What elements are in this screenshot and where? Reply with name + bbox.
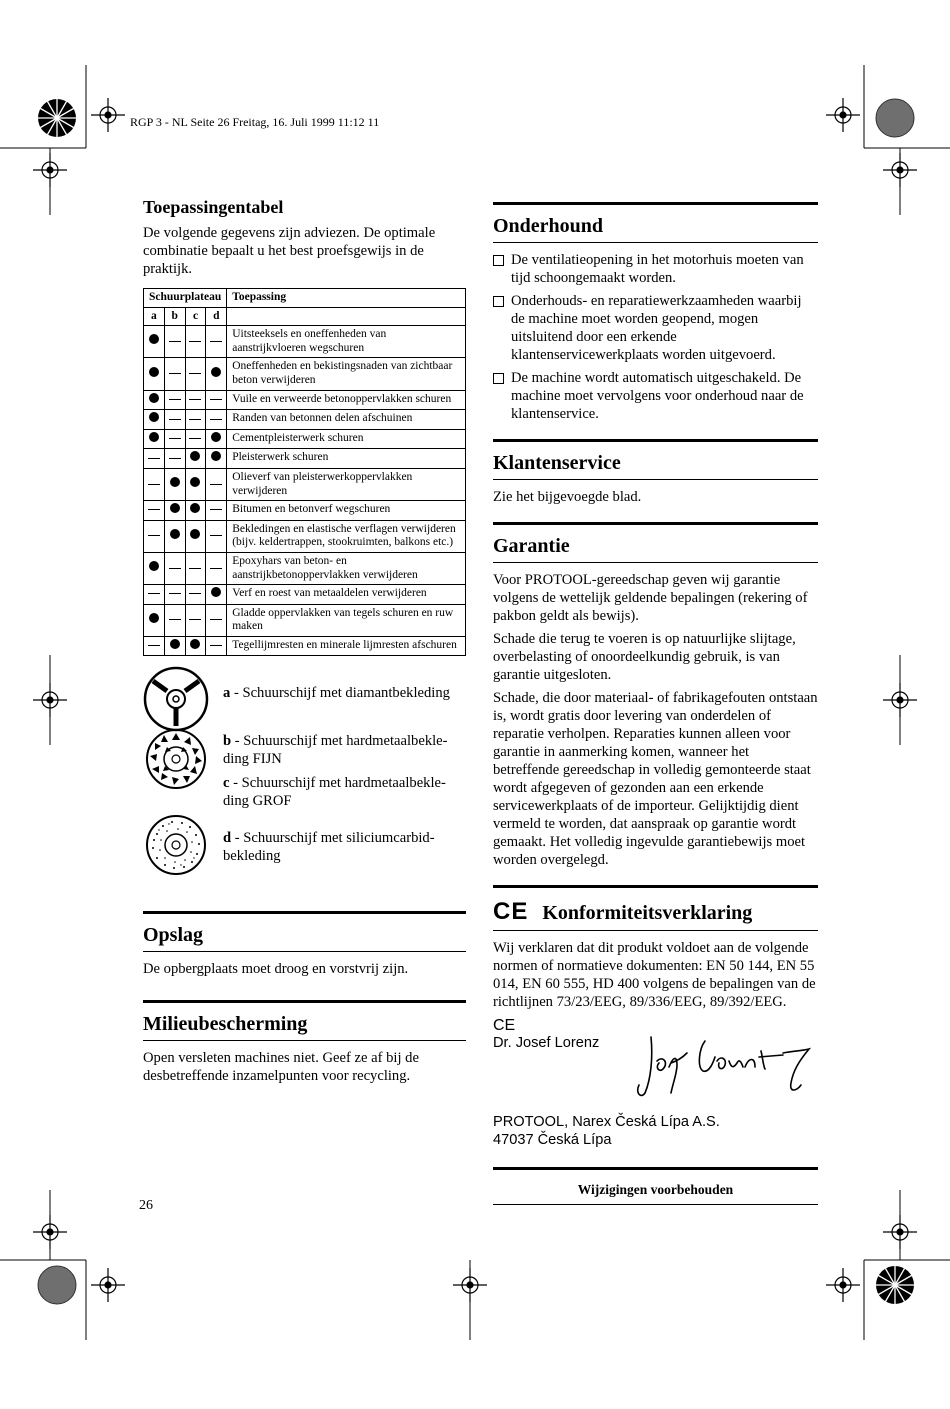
table-subheader-b: b [164,307,185,326]
table-cell-marker [164,390,185,410]
dash-icon [148,484,160,485]
table-cell-marker [164,410,185,430]
dash-icon [189,568,201,569]
table-row [144,326,466,358]
table-cell-marker [144,520,165,552]
warranty-paragraph: Schade die terug te voeren is op natuurlijke slijtage, overbelasting of onoordeelkundig gebruik, is van garantie uitgesloten. [493,631,796,683]
table-subheader-d: d [206,307,227,326]
storage-title: Opslag [143,914,466,952]
filled-dot-icon [149,367,159,377]
maintenance-item [493,292,818,364]
print-slug: RGP 3 - NL Seite 26 Freitag, 16. Juli 1999 11:12 11 [130,115,380,129]
dash-icon [210,484,222,485]
table-cell-use: Bitumen en betonverf wegschuren [227,501,466,521]
carbide-disc-icon [145,728,207,790]
table-cell-marker [144,449,165,469]
table-cell-use: Gladde oppervlakken van tegels schuren en ruw maken [227,604,466,636]
table-cell-marker [185,326,206,358]
dash-icon [189,419,201,420]
table-cell-marker [144,501,165,521]
table-cell-marker [206,520,227,552]
dash-icon [210,419,222,420]
table-cell-marker [206,636,227,656]
customer-service-title: Klantenservice [493,442,818,480]
table-cell-marker [164,449,185,469]
table-cell-use: Bekledingen en elastische verflagen verwijderen (bijv. keldertrappen, stookruimten, balkons etc.) [227,520,466,552]
table-cell-marker [206,585,227,605]
table-row [144,636,466,656]
checkbox-bullet-icon [493,255,504,266]
company-name: PROTOOL, Narex Česká Lípa A.S. [493,1114,720,1130]
table-cell-use: Vuile en verweerde betonoppervlakken schuren [227,390,466,410]
legend-b [223,732,466,768]
filled-dot-icon [149,412,159,422]
filled-dot-icon [190,529,200,539]
table-cell-marker [164,520,185,552]
table-cell-use: Randen van betonnen delen afschuinen [227,410,466,430]
filled-dot-icon [170,503,180,513]
filled-dot-icon [149,613,159,623]
dash-icon [210,535,222,536]
dash-icon [210,645,222,646]
right-column [493,202,818,1205]
filled-dot-icon [170,639,180,649]
table-cell-use: Cementpleisterwerk schuren [227,429,466,449]
footer-note [493,1167,818,1205]
dash-icon [210,568,222,569]
dash-icon [210,619,222,620]
left-column [143,197,466,1085]
conformity-text: Wij verklaren dat dit produkt voldoet aan de volgende normen of normatieve dokumenten: EN 50 144, EN 55 014, EN 60 555, HD 400 volgens de bepalingen van de richtlijnen 73/23/EEG, 89/336/EEG, 89/392/EEG. [493,940,816,1010]
filled-dot-icon [211,367,221,377]
filled-dot-icon [211,432,221,442]
storage-text: De opbergplaats moet droog en vorstvrij zijn. [143,961,409,978]
table-header-plate: Schuurplateau [144,289,227,308]
table-cell-marker [164,585,185,605]
table-cell-marker [185,501,206,521]
table-cell-marker [185,520,206,552]
table-row [144,410,466,430]
handwritten-signature [633,1027,818,1105]
legend-c [223,774,466,810]
table-row [144,449,466,469]
table-cell-marker [206,552,227,584]
dash-icon [148,593,160,594]
table-cell-marker [185,552,206,584]
table-row [144,390,466,410]
filled-dot-icon [149,334,159,344]
table-row [144,358,466,390]
table-section-title: Toepassingentabel [143,197,284,217]
table-row [144,429,466,449]
table-cell-marker [144,390,165,410]
warranty-title: Garantie [493,525,818,563]
table-row [144,604,466,636]
warranty-paragraph: Voor PROTOOL-gereedschap geven wij garantie volgens de wettelijk geldende bepalingen (rekering of pakbon geldt als bewijs). [493,572,808,624]
table-cell-marker [164,604,185,636]
maintenance-item-text: De machine wordt automatisch uitgeschakeld. De machine moet vervolgens voor onderhoud naar de klantenservice. [511,370,804,422]
table-cell-marker [144,358,165,390]
ce-mark-small-icon: CE [493,1017,516,1034]
filled-dot-icon [190,451,200,461]
filled-dot-icon [149,432,159,442]
conformity-heading [493,888,818,931]
legend-a-text: - Schuurschijf met diamantbekleding [230,685,450,702]
maintenance-item-text: De ventilatieopening in het motorhuis moeten van tijd schoongemaakt worden. [511,252,804,286]
table-cell-marker [206,501,227,521]
table-cell-marker [185,468,206,500]
table-cell-marker [185,410,206,430]
dash-icon [169,373,181,374]
legend-d [223,829,466,865]
dash-icon [189,341,201,342]
maintenance-item [493,251,818,287]
signature-block [493,1035,818,1113]
silicon-carbide-disc-icon [145,814,207,876]
filled-dot-icon [190,477,200,487]
table-cell-marker [144,585,165,605]
table-cell-use: Tegellijmresten en minerale lijmresten afschuren [227,636,466,656]
table-subheader-a: a [144,307,165,326]
table-row [144,585,466,605]
dash-icon [169,438,181,439]
table-cell-marker [144,468,165,500]
conformity-title: Konformiteitsverklaring [542,902,753,924]
table-cell-marker [206,410,227,430]
table-cell-marker [144,604,165,636]
table-cell-marker [144,636,165,656]
footer-note-text: Wijzigingen voorbehouden [577,1182,734,1197]
table-cell-marker [206,449,227,469]
table-cell-marker [185,429,206,449]
environment-text: Open versleten machines niet. Geef ze af bij de desbetreffende inzamelpunten voor recycling. [143,1050,419,1085]
maintenance-title: Onderhound [493,205,818,243]
dash-icon [148,509,160,510]
table-cell-marker [185,390,206,410]
filled-dot-icon [211,587,221,597]
table-row [144,552,466,584]
warranty-section [493,522,818,869]
table-cell-marker [185,358,206,390]
dash-icon [169,619,181,620]
legend-c-text: - Schuurschijf met hardmetaalbekle-ding GROF [223,775,446,810]
table-cell-marker [164,358,185,390]
dash-icon [148,535,160,536]
conformity-section [493,885,818,1149]
table-cell-marker [206,604,227,636]
table-body [144,326,466,656]
table-row [144,520,466,552]
table-cell-use: Epoxyhars van beton- en aanstrijkbetonoppervlakken verwijderen [227,552,466,584]
table-cell-marker [144,410,165,430]
table-cell-marker [206,468,227,500]
dash-icon [148,645,160,646]
dash-icon [169,399,181,400]
signer-name: Dr. Josef Lorenz [493,1035,600,1051]
table-subheader-c: c [185,307,206,326]
customer-service-section [493,439,818,506]
environment-title: Milieubescherming [143,1003,466,1041]
dash-icon [169,593,181,594]
filled-dot-icon [170,529,180,539]
legend-c-key: c [223,775,230,792]
table-cell-use: Verf en roest van metaaldelen verwijderen [227,585,466,605]
dash-icon [189,399,201,400]
checkbox-bullet-icon [493,373,504,384]
company-address: 47037 Česká Lípa [493,1132,612,1148]
table-cell-use: Pleisterwerk schuren [227,449,466,469]
table-cell-marker [206,326,227,358]
dash-icon [210,341,222,342]
table-cell-marker [144,326,165,358]
dash-icon [148,458,160,459]
dash-icon [189,373,201,374]
table-cell-marker [185,636,206,656]
table-cell-marker [206,358,227,390]
legend-a [223,684,450,702]
table-cell-marker [164,326,185,358]
table-cell-marker [206,390,227,410]
table-header-use: Toepassing [227,289,466,308]
disc-legend [143,664,466,904]
application-table [143,288,466,656]
filled-dot-icon [149,393,159,403]
dash-icon [189,593,201,594]
dash-icon [189,619,201,620]
filled-dot-icon [190,639,200,649]
table-cell-use: Oneffenheden en bekistingsnaden van zichtbaar beton verwijderen [227,358,466,390]
dash-icon [189,438,201,439]
dash-icon [210,509,222,510]
maintenance-section [493,202,818,423]
table-cell-marker [185,449,206,469]
page-number: 26 [139,1198,153,1213]
table-cell-marker [185,604,206,636]
storage-section [143,911,466,978]
dash-icon [169,458,181,459]
table-cell-marker [185,585,206,605]
filled-dot-icon [149,561,159,571]
table-cell-marker [164,636,185,656]
dash-icon [169,568,181,569]
table-intro: De volgende gegevens zijn adviezen. De optimale combinatie bepaalt u het best proefsgewijs in de praktijk. [143,225,436,277]
legend-d-text: - Schuurschijf met siliciumcarbid-bekleding [223,830,435,865]
table-cell-marker [164,552,185,584]
customer-service-text: Zie het bijgevoegde blad. [493,489,642,505]
filled-dot-icon [170,477,180,487]
filled-dot-icon [211,451,221,461]
dash-icon [169,419,181,420]
checkbox-bullet-icon [493,296,504,307]
ce-mark-icon: CE [493,898,529,925]
table-cell-marker [164,501,185,521]
dash-icon [210,399,222,400]
table-cell-use: Olieverf van pleisterwerkoppervlakken verwijderen [227,468,466,500]
table-cell-marker [164,468,185,500]
legend-d-key: d [223,830,232,847]
legend-a-key: a [223,685,231,702]
legend-b-text: - Schuurschijf met hardmetaalbekle-ding FIJN [223,733,448,768]
diamond-disc-icon [143,666,209,732]
table-cell-marker [164,429,185,449]
environment-section [143,1000,466,1085]
filled-dot-icon [190,503,200,513]
table-cell-marker [144,552,165,584]
maintenance-item [493,369,818,423]
maintenance-item-text: Onderhouds- en reparatiewerkzaamheden waarbij de machine moet worden geopend, mogen uitsluitend door een erkende klantenservicewerkplaats worden uitgevoerd. [511,293,802,363]
warranty-paragraph: Schade, die door materiaal- of fabrikagefouten ontstaan is, wordt gratis door levering van onderdelen of reparatie verholpen. Reparaties kunnen alleen voor garantie in aanmerking komen, wanneer het betreffende gereedschap in volledig gemonteerde staat wordt afgegeven of gezonden aan een erkende servicewerkplaats of de importeur. Gelijktijdig dient vermeld te worden, dat aanspraak op garantie wordt gemaakt. Het volledig ingevulde garantiebewijs moet worden overgelegd. [493,690,818,868]
table-cell-marker [144,429,165,449]
table-subheader-empty [227,307,466,326]
table-cell-use: Uitsteeksels en oneffenheden van aanstrijkvloeren wegschuren [227,326,466,358]
table-cell-marker [206,429,227,449]
dash-icon [169,341,181,342]
legend-b-key: b [223,733,232,750]
table-row [144,468,466,500]
table-row [144,501,466,521]
